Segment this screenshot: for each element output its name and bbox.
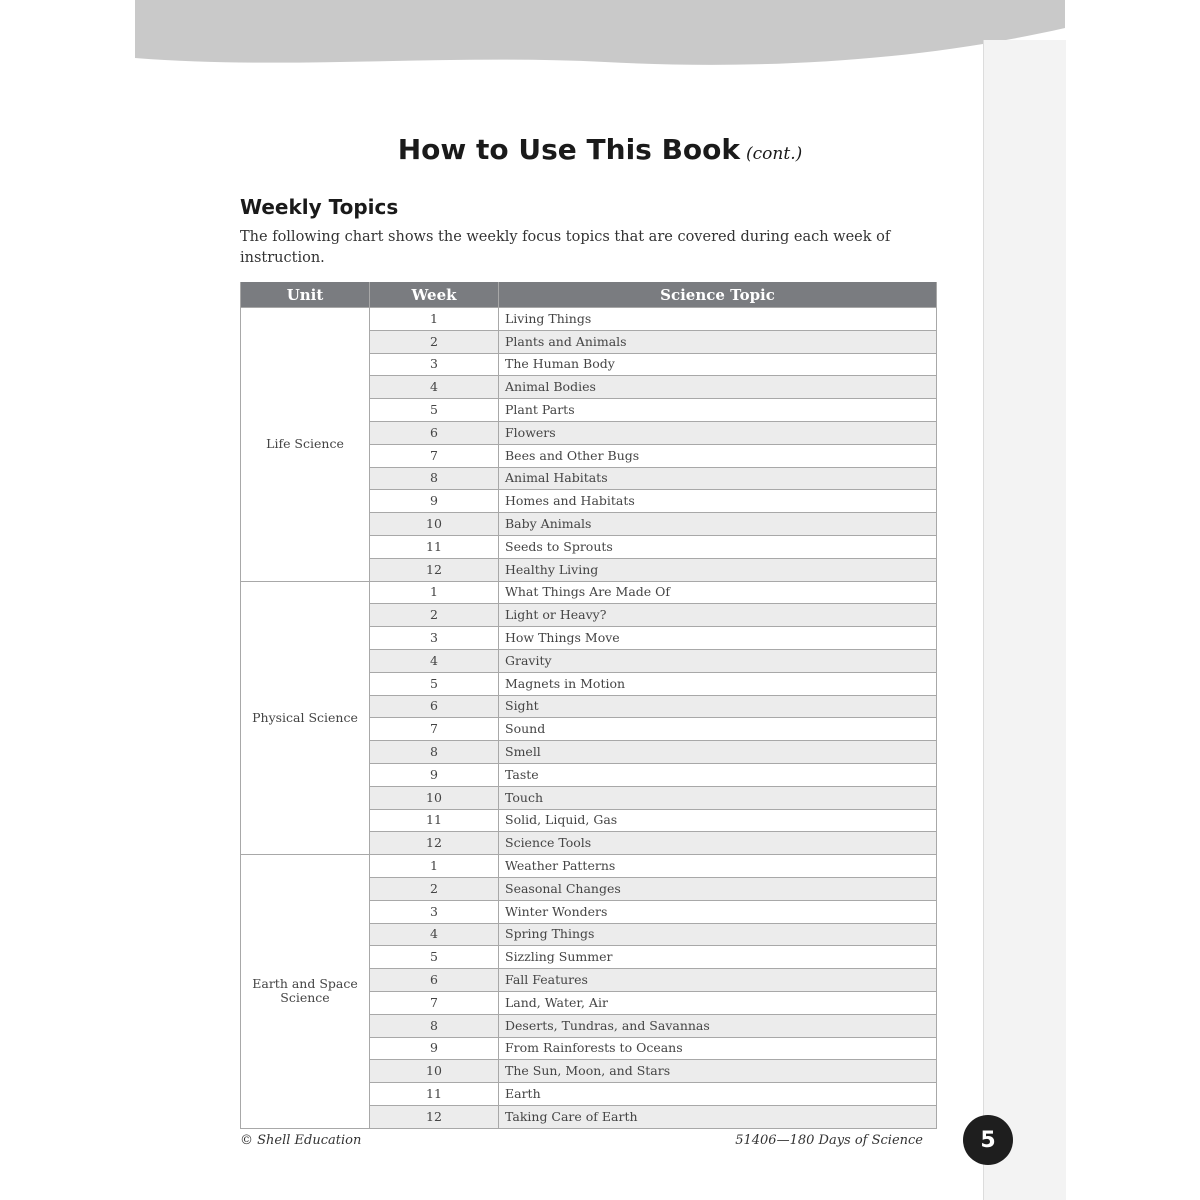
- topic-cell: Earth: [499, 1083, 937, 1106]
- section-heading: Weekly Topics: [240, 195, 399, 219]
- table-row: [241, 855, 937, 878]
- topic-cell: How Things Move: [499, 627, 937, 650]
- table-row: [241, 581, 937, 604]
- topic-cell: Plant Parts: [499, 399, 937, 422]
- topic-cell: Deserts, Tundras, and Savannas: [499, 1014, 937, 1037]
- topic-cell: Seeds to Sprouts: [499, 535, 937, 558]
- unit-cell: Earth and Space Science: [241, 855, 370, 1129]
- table-row: [241, 308, 937, 331]
- topic-cell: Solid, Liquid, Gas: [499, 809, 937, 832]
- topic-cell: Land, Water, Air: [499, 991, 937, 1014]
- week-cell: 1: [370, 855, 499, 878]
- intro-paragraph: The following chart shows the weekly focus topics that are covered during each week of instruction.: [240, 229, 891, 266]
- week-cell: 9: [370, 763, 499, 786]
- topic-cell: Light or Heavy?: [499, 604, 937, 627]
- week-cell: 4: [370, 376, 499, 399]
- topic-cell: What Things Are Made Of: [499, 581, 937, 604]
- topic-cell: The Sun, Moon, and Stars: [499, 1060, 937, 1083]
- topic-cell: Smell: [499, 741, 937, 764]
- week-cell: 7: [370, 718, 499, 741]
- week-cell: 11: [370, 809, 499, 832]
- week-cell: 12: [370, 1105, 499, 1128]
- topic-cell: Taking Care of Earth: [499, 1105, 937, 1128]
- footer-publisher: © Shell Education: [240, 1133, 362, 1148]
- topic-cell: Sound: [499, 718, 937, 741]
- week-cell: 2: [370, 330, 499, 353]
- topic-cell: Animal Habitats: [499, 467, 937, 490]
- week-cell: 8: [370, 467, 499, 490]
- page-number-badge: 5: [963, 1115, 1013, 1165]
- topic-cell: Sight: [499, 695, 937, 718]
- page-title-text: How to Use This Book: [397, 133, 741, 166]
- topic-cell: Spring Things: [499, 923, 937, 946]
- week-cell: 11: [370, 535, 499, 558]
- column-header-week: Week: [370, 282, 499, 308]
- week-cell: 11: [370, 1083, 499, 1106]
- topic-cell: Homes and Habitats: [499, 490, 937, 513]
- footer-book-code: 51406—180 Days of Science: [735, 1133, 923, 1148]
- topic-cell: From Rainforests to Oceans: [499, 1037, 937, 1060]
- topic-cell: Animal Bodies: [499, 376, 937, 399]
- week-cell: 6: [370, 695, 499, 718]
- week-cell: 1: [370, 581, 499, 604]
- week-cell: 2: [370, 604, 499, 627]
- topic-cell: Living Things: [499, 308, 937, 331]
- week-cell: 5: [370, 946, 499, 969]
- week-cell: 8: [370, 741, 499, 764]
- week-cell: 7: [370, 444, 499, 467]
- decorative-side-strip: [983, 40, 1066, 1200]
- week-cell: 3: [370, 900, 499, 923]
- page-title-suffix: (cont.): [746, 144, 803, 164]
- table-header-row: [241, 282, 937, 308]
- topic-cell: Plants and Animals: [499, 330, 937, 353]
- topic-cell: Science Tools: [499, 832, 937, 855]
- topic-cell: Taste: [499, 763, 937, 786]
- week-cell: 12: [370, 558, 499, 581]
- topic-cell: Fall Features: [499, 969, 937, 992]
- week-cell: 4: [370, 923, 499, 946]
- decorative-header-band: [135, 0, 1065, 80]
- unit-cell: Life Science: [241, 308, 370, 582]
- column-header-science-topic: Science Topic: [499, 282, 937, 308]
- week-cell: 12: [370, 832, 499, 855]
- week-cell: 9: [370, 1037, 499, 1060]
- week-cell: 1: [370, 308, 499, 331]
- week-cell: 2: [370, 877, 499, 900]
- week-cell: 3: [370, 627, 499, 650]
- weekly-topics-table: [240, 282, 937, 1129]
- week-cell: 10: [370, 786, 499, 809]
- week-cell: 4: [370, 649, 499, 672]
- week-cell: 5: [370, 399, 499, 422]
- week-cell: 9: [370, 490, 499, 513]
- book-page: [135, 0, 1065, 1200]
- topic-cell: Healthy Living: [499, 558, 937, 581]
- topic-cell: The Human Body: [499, 353, 937, 376]
- week-cell: 6: [370, 421, 499, 444]
- week-cell: 7: [370, 991, 499, 1014]
- column-header-unit: Unit: [241, 282, 370, 308]
- topic-cell: Winter Wonders: [499, 900, 937, 923]
- topic-cell: Weather Patterns: [499, 855, 937, 878]
- topic-cell: Seasonal Changes: [499, 877, 937, 900]
- table-body: [241, 308, 937, 1129]
- week-cell: 8: [370, 1014, 499, 1037]
- topic-cell: Sizzling Summer: [499, 946, 937, 969]
- topic-cell: Baby Animals: [499, 513, 937, 536]
- unit-cell: Physical Science: [241, 581, 370, 855]
- topic-cell: Touch: [499, 786, 937, 809]
- week-cell: 5: [370, 672, 499, 695]
- topic-cell: Bees and Other Bugs: [499, 444, 937, 467]
- week-cell: 10: [370, 1060, 499, 1083]
- week-cell: 3: [370, 353, 499, 376]
- topic-cell: Gravity: [499, 649, 937, 672]
- topic-cell: Flowers: [499, 421, 937, 444]
- week-cell: 6: [370, 969, 499, 992]
- week-cell: 10: [370, 513, 499, 536]
- topic-cell: Magnets in Motion: [499, 672, 937, 695]
- page-title: [135, 133, 1065, 166]
